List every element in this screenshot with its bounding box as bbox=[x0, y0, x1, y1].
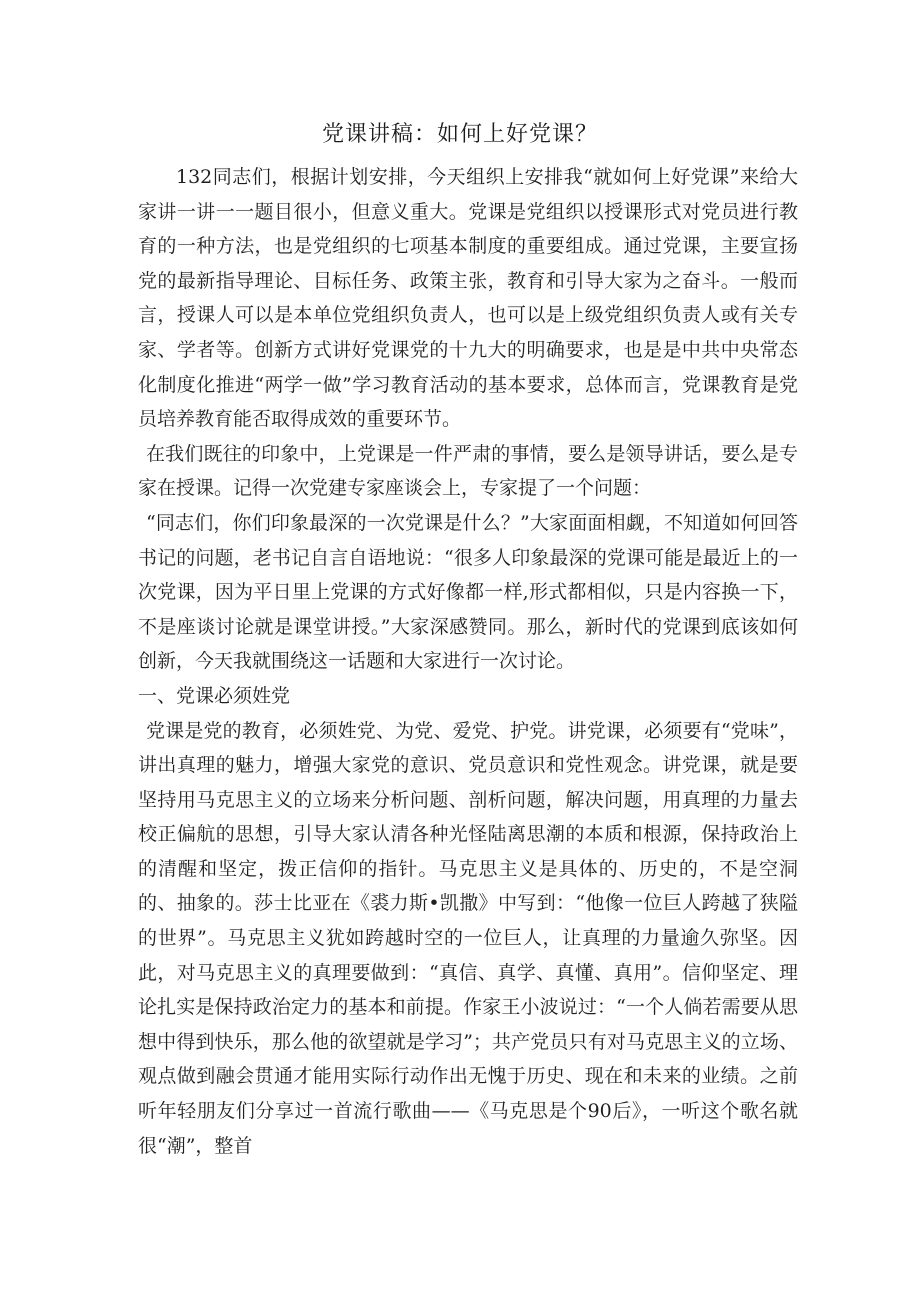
document-title: 党课讲稿：如何上好党课？ bbox=[321, 122, 598, 147]
document-body bbox=[138, 160, 798, 1163]
paragraph-section-1: 党课是党的教育，必须姓党、为党、爱党、护党。讲党课，必须要有“党味”，讲出真理的魅力，增强大家党的意识、党员意识和党性观念。讲党课，就是要坚持用马克思主义的立场来分析问题、剖析问题，解决问题，用真理的力量去校正偏航的思想，引导大家认清各种光怪陆离思潮的本质和根源，保持政治上的清醒和坚定，拨正信仰的指针。马克思主义是具体的、历史的，不是空洞的、抽象的。莎士比亚在《裘力斯•凯撒》中写到：“他像一位巨人跨越了狭隘的世界”。马克思主义犹如跨越时空的一位巨人，让真理的力量逾久弥坚。因此，对马克思主义的真理要做到：“真信、真学、真懂、真用”。信仰坚定、理论扎实是保持政治定力的基本和前提。作家王小波说过：“一个人倘若需要从思想中得到快乐，那么他的欲望就是学习”；共产党员只有对马克思主义的立场、观点做到融会贯通才能用实际行动作出无愧于历史、现在和未来的业绩。之前听年轻朋友们分享过一首流行歌曲——《马克思是个90后》，一听这个歌名就很“潮”，整首 bbox=[138, 719, 798, 1157]
section-heading-1: 一、党课必须姓党 bbox=[138, 684, 291, 707]
paragraph-question: “同志们，你们印象最深的一次党课是什么？”大家面面相觑，不知道如何回答书记的问题，老书记自言自语地说：“很多人印象最深的党课可能是最近上的一次党课，因为平日里上党课的方式好像都一样,形式都相似，只是内容换一下，不是座谈讨论就是课堂讲授。”大家深感赞同。那么，新时代的党课到底该如何创新，今天我就围绕这一话题和大家进行一次讨论。 bbox=[138, 511, 798, 673]
paragraph-intro: 132同志们，根据计划安排，今天组织上安排我“就如何上好党课”来给大家讲一讲一一题目很小，但意义重大。党课是党组织以授课形式对党员进行教育的一种方法，也是党组织的七项基本制度的重要组成。通过党课，主要宣扬党的最新指导理论、目标任务、政策主张，教育和引导大家为之奋斗。一般而言，授课人可以是本单位党组织负责人，也可以是上级党组织负责人或有关专家、学者等。创新方式讲好党课党的十九大的明确要求，也是是中共中央常态化制度化推进“两学一做”学习教育活动的基本要求，总体而言，党课教育是党员培养教育能否取得成效的重要环节。 bbox=[138, 166, 798, 431]
paragraph-impression: 在我们既往的印象中，上党课是一件严肃的事情，要么是领导讲话，要么是专家在授课。记得一次党建专家座谈会上，专家提了一个问题： bbox=[138, 442, 798, 500]
